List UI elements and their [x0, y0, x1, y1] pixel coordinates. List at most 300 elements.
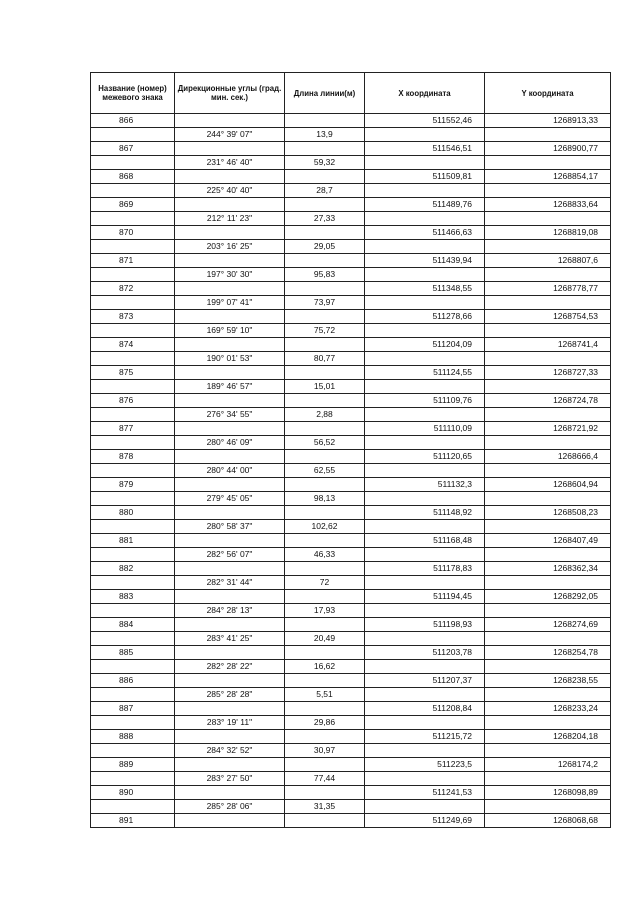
angle-cell-empty — [175, 786, 285, 800]
y-coordinate: 1268854,17 — [485, 170, 611, 184]
table-row-segment — [91, 268, 611, 282]
directional-angle: 225° 40' 40" — [175, 184, 285, 198]
directional-angle: 199° 07' 41" — [175, 296, 285, 310]
x-cell-empty — [365, 688, 485, 702]
x-cell-empty — [365, 660, 485, 674]
y-cell-empty — [485, 380, 611, 394]
length-cell-empty — [285, 814, 365, 828]
table-row-point — [91, 786, 611, 800]
name-cell-empty — [91, 744, 175, 758]
length-cell-empty — [285, 282, 365, 296]
x-coordinate: 511552,46 — [365, 114, 485, 128]
point-name: 883 — [91, 590, 175, 604]
x-cell-empty — [365, 128, 485, 142]
length-cell-empty — [285, 142, 365, 156]
directional-angle: 280° 58' 37" — [175, 520, 285, 534]
line-length: 80,77 — [285, 352, 365, 366]
table-row-point — [91, 310, 611, 324]
angle-cell-empty — [175, 478, 285, 492]
point-name: 868 — [91, 170, 175, 184]
point-name: 873 — [91, 310, 175, 324]
table-row-point — [91, 674, 611, 688]
name-cell-empty — [91, 156, 175, 170]
table-row-segment — [91, 744, 611, 758]
x-cell-empty — [365, 716, 485, 730]
x-cell-empty — [365, 772, 485, 786]
angle-cell-empty — [175, 674, 285, 688]
table-row-point — [91, 534, 611, 548]
x-cell-empty — [365, 464, 485, 478]
x-coordinate: 511278,66 — [365, 310, 485, 324]
y-cell-empty — [485, 268, 611, 282]
directional-angle: 282° 31' 44" — [175, 576, 285, 590]
length-cell-empty — [285, 590, 365, 604]
angle-cell-empty — [175, 170, 285, 184]
y-coordinate: 1268174,2 — [485, 758, 611, 772]
x-cell-empty — [365, 492, 485, 506]
y-coordinate: 1268900,77 — [485, 142, 611, 156]
table-row-point — [91, 394, 611, 408]
y-coordinate: 1268727,33 — [485, 366, 611, 380]
length-cell-empty — [285, 254, 365, 268]
angle-cell-empty — [175, 338, 285, 352]
directional-angle: 279° 45' 05" — [175, 492, 285, 506]
angle-cell-empty — [175, 422, 285, 436]
x-cell-empty — [365, 408, 485, 422]
line-length: 98,13 — [285, 492, 365, 506]
table-row-point — [91, 646, 611, 660]
x-coordinate: 511168,48 — [365, 534, 485, 548]
table-row-segment — [91, 772, 611, 786]
table-row-point — [91, 702, 611, 716]
table-row-point — [91, 730, 611, 744]
table-row-segment — [91, 240, 611, 254]
table-row-segment — [91, 688, 611, 702]
length-cell-empty — [285, 226, 365, 240]
line-length: 95,83 — [285, 268, 365, 282]
angle-cell-empty — [175, 198, 285, 212]
directional-angle: 285° 28' 28" — [175, 688, 285, 702]
table-row-point — [91, 282, 611, 296]
line-length: 31,35 — [285, 800, 365, 814]
y-cell-empty — [485, 436, 611, 450]
y-coordinate: 1268807,6 — [485, 254, 611, 268]
directional-angle: 203° 16' 25" — [175, 240, 285, 254]
name-cell-empty — [91, 240, 175, 254]
name-cell-empty — [91, 632, 175, 646]
y-coordinate: 1268274,69 — [485, 618, 611, 632]
x-cell-empty — [365, 380, 485, 394]
x-cell-empty — [365, 212, 485, 226]
x-cell-empty — [365, 604, 485, 618]
point-name: 877 — [91, 422, 175, 436]
point-name: 890 — [91, 786, 175, 800]
angle-cell-empty — [175, 142, 285, 156]
length-cell-empty — [285, 338, 365, 352]
x-cell-empty — [365, 520, 485, 534]
directional-angle: 280° 46' 09" — [175, 436, 285, 450]
point-name: 866 — [91, 114, 175, 128]
y-cell-empty — [485, 744, 611, 758]
x-coordinate: 511546,51 — [365, 142, 485, 156]
angle-cell-empty — [175, 226, 285, 240]
header-angle: Дирекционные углы (град. мин. сек.) — [175, 73, 285, 114]
x-coordinate: 511203,78 — [365, 646, 485, 660]
line-length: 27,33 — [285, 212, 365, 226]
length-cell-empty — [285, 534, 365, 548]
x-cell-empty — [365, 744, 485, 758]
line-length: 73,97 — [285, 296, 365, 310]
table-row-segment — [91, 296, 611, 310]
point-name: 889 — [91, 758, 175, 772]
x-coordinate: 511207,37 — [365, 674, 485, 688]
name-cell-empty — [91, 436, 175, 450]
x-coordinate: 511241,53 — [365, 786, 485, 800]
name-cell-empty — [91, 408, 175, 422]
table-row-point — [91, 254, 611, 268]
y-coordinate: 1268833,64 — [485, 198, 611, 212]
line-length: 16,62 — [285, 660, 365, 674]
x-cell-empty — [365, 240, 485, 254]
line-length: 102,62 — [285, 520, 365, 534]
document-page — [90, 72, 610, 828]
angle-cell-empty — [175, 394, 285, 408]
length-cell-empty — [285, 366, 365, 380]
length-cell-empty — [285, 758, 365, 772]
y-cell-empty — [485, 800, 611, 814]
line-length: 20,49 — [285, 632, 365, 646]
y-cell-empty — [485, 548, 611, 562]
length-cell-empty — [285, 646, 365, 660]
point-name: 891 — [91, 814, 175, 828]
length-cell-empty — [285, 786, 365, 800]
y-coordinate: 1268233,24 — [485, 702, 611, 716]
directional-angle: 283° 19' 11" — [175, 716, 285, 730]
y-coordinate: 1268666,4 — [485, 450, 611, 464]
table-row-segment — [91, 408, 611, 422]
point-name: 881 — [91, 534, 175, 548]
y-cell-empty — [485, 660, 611, 674]
y-coordinate: 1268741,4 — [485, 338, 611, 352]
table-row-point — [91, 338, 611, 352]
y-coordinate: 1268292,05 — [485, 590, 611, 604]
table-row-point — [91, 590, 611, 604]
y-coordinate: 1268778,77 — [485, 282, 611, 296]
table-row-segment — [91, 352, 611, 366]
table-row-segment — [91, 436, 611, 450]
y-coordinate: 1268068,68 — [485, 814, 611, 828]
length-cell-empty — [285, 674, 365, 688]
y-coordinate: 1268204,18 — [485, 730, 611, 744]
y-coordinate: 1268604,94 — [485, 478, 611, 492]
table-row-point — [91, 618, 611, 632]
y-cell-empty — [485, 772, 611, 786]
x-coordinate: 511148,92 — [365, 506, 485, 520]
x-coordinate: 511223,5 — [365, 758, 485, 772]
y-cell-empty — [485, 212, 611, 226]
x-cell-empty — [365, 548, 485, 562]
angle-cell-empty — [175, 310, 285, 324]
x-coordinate: 511509,81 — [365, 170, 485, 184]
length-cell-empty — [285, 394, 365, 408]
x-cell-empty — [365, 576, 485, 590]
table-row-point — [91, 506, 611, 520]
y-coordinate: 1268724,78 — [485, 394, 611, 408]
directional-angle: 280° 44' 00" — [175, 464, 285, 478]
x-coordinate: 511215,72 — [365, 730, 485, 744]
angle-cell-empty — [175, 534, 285, 548]
table-row-point — [91, 758, 611, 772]
y-coordinate: 1268508,23 — [485, 506, 611, 520]
y-cell-empty — [485, 296, 611, 310]
length-cell-empty — [285, 478, 365, 492]
directional-angle: 283° 41' 25" — [175, 632, 285, 646]
y-cell-empty — [485, 240, 611, 254]
y-cell-empty — [485, 408, 611, 422]
angle-cell-empty — [175, 254, 285, 268]
name-cell-empty — [91, 464, 175, 478]
point-name: 886 — [91, 674, 175, 688]
directional-angle: 189° 46' 57" — [175, 380, 285, 394]
y-coordinate: 1268254,78 — [485, 646, 611, 660]
line-length: 72 — [285, 576, 365, 590]
length-cell-empty — [285, 114, 365, 128]
line-length: 77,44 — [285, 772, 365, 786]
x-coordinate: 511198,93 — [365, 618, 485, 632]
name-cell-empty — [91, 688, 175, 702]
table-row-point — [91, 422, 611, 436]
line-length: 28,7 — [285, 184, 365, 198]
x-cell-empty — [365, 156, 485, 170]
y-coordinate: 1268407,49 — [485, 534, 611, 548]
x-coordinate: 511439,94 — [365, 254, 485, 268]
angle-cell-empty — [175, 730, 285, 744]
x-coordinate: 511178,83 — [365, 562, 485, 576]
table-row-segment — [91, 716, 611, 730]
directional-angle: 282° 56' 07" — [175, 548, 285, 562]
y-cell-empty — [485, 688, 611, 702]
table-row-segment — [91, 660, 611, 674]
point-name: 888 — [91, 730, 175, 744]
name-cell-empty — [91, 800, 175, 814]
x-coordinate: 511489,76 — [365, 198, 485, 212]
point-name: 878 — [91, 450, 175, 464]
y-cell-empty — [485, 324, 611, 338]
point-name: 872 — [91, 282, 175, 296]
x-coordinate: 511204,09 — [365, 338, 485, 352]
table-row-segment — [91, 464, 611, 478]
x-cell-empty — [365, 184, 485, 198]
y-coordinate: 1268913,33 — [485, 114, 611, 128]
table-row-point — [91, 562, 611, 576]
length-cell-empty — [285, 198, 365, 212]
table-row-segment — [91, 184, 611, 198]
point-name: 885 — [91, 646, 175, 660]
length-cell-empty — [285, 450, 365, 464]
length-cell-empty — [285, 730, 365, 744]
table-row-point — [91, 814, 611, 828]
line-length: 56,52 — [285, 436, 365, 450]
angle-cell-empty — [175, 366, 285, 380]
line-length: 15,01 — [285, 380, 365, 394]
x-cell-empty — [365, 296, 485, 310]
length-cell-empty — [285, 170, 365, 184]
x-coordinate: 511208,84 — [365, 702, 485, 716]
line-length: 2,88 — [285, 408, 365, 422]
x-coordinate: 511348,55 — [365, 282, 485, 296]
x-coordinate: 511194,45 — [365, 590, 485, 604]
x-coordinate: 511109,76 — [365, 394, 485, 408]
table-row-segment — [91, 800, 611, 814]
table-row-segment — [91, 604, 611, 618]
directional-angle: 197° 30' 30" — [175, 268, 285, 282]
boundary-coordinates-table — [90, 72, 611, 828]
length-cell-empty — [285, 506, 365, 520]
angle-cell-empty — [175, 562, 285, 576]
y-coordinate: 1268819,08 — [485, 226, 611, 240]
y-cell-empty — [485, 632, 611, 646]
directional-angle: 169° 59' 10" — [175, 324, 285, 338]
y-cell-empty — [485, 492, 611, 506]
x-cell-empty — [365, 268, 485, 282]
length-cell-empty — [285, 702, 365, 716]
name-cell-empty — [91, 548, 175, 562]
angle-cell-empty — [175, 450, 285, 464]
table-row-segment — [91, 548, 611, 562]
x-cell-empty — [365, 352, 485, 366]
x-coordinate: 511132,3 — [365, 478, 485, 492]
point-name: 887 — [91, 702, 175, 716]
table-row-point — [91, 198, 611, 212]
x-cell-empty — [365, 632, 485, 646]
directional-angle: 244° 39' 07" — [175, 128, 285, 142]
angle-cell-empty — [175, 282, 285, 296]
name-cell-empty — [91, 380, 175, 394]
header-length: Длина линии(м) — [285, 73, 365, 114]
line-length: 30,97 — [285, 744, 365, 758]
name-cell-empty — [91, 212, 175, 226]
name-cell-empty — [91, 604, 175, 618]
name-cell-empty — [91, 296, 175, 310]
angle-cell-empty — [175, 618, 285, 632]
directional-angle: 231° 46' 40" — [175, 156, 285, 170]
length-cell-empty — [285, 422, 365, 436]
name-cell-empty — [91, 492, 175, 506]
line-length: 13,9 — [285, 128, 365, 142]
table-row-segment — [91, 576, 611, 590]
y-coordinate: 1268362,34 — [485, 562, 611, 576]
y-coordinate: 1268721,92 — [485, 422, 611, 436]
angle-cell-empty — [175, 590, 285, 604]
y-cell-empty — [485, 352, 611, 366]
point-name: 880 — [91, 506, 175, 520]
x-cell-empty — [365, 800, 485, 814]
point-name: 867 — [91, 142, 175, 156]
y-coordinate: 1268238,55 — [485, 674, 611, 688]
name-cell-empty — [91, 324, 175, 338]
x-coordinate: 511466,63 — [365, 226, 485, 240]
table-row-point — [91, 170, 611, 184]
point-name: 869 — [91, 198, 175, 212]
line-length: 17,93 — [285, 604, 365, 618]
y-cell-empty — [485, 464, 611, 478]
directional-angle: 284° 28' 13" — [175, 604, 285, 618]
header-x: X координата — [365, 73, 485, 114]
line-length: 46,33 — [285, 548, 365, 562]
angle-cell-empty — [175, 114, 285, 128]
point-name: 882 — [91, 562, 175, 576]
name-cell-empty — [91, 772, 175, 786]
y-cell-empty — [485, 156, 611, 170]
x-cell-empty — [365, 324, 485, 338]
table-row-point — [91, 226, 611, 240]
point-name: 871 — [91, 254, 175, 268]
table-row-segment — [91, 156, 611, 170]
length-cell-empty — [285, 562, 365, 576]
y-coordinate: 1268754,53 — [485, 310, 611, 324]
y-cell-empty — [485, 184, 611, 198]
table-row-segment — [91, 212, 611, 226]
y-cell-empty — [485, 604, 611, 618]
table-row-point — [91, 366, 611, 380]
header-y: Y координата — [485, 73, 611, 114]
x-coordinate: 511120,65 — [365, 450, 485, 464]
name-cell-empty — [91, 716, 175, 730]
name-cell-empty — [91, 660, 175, 674]
table-row-point — [91, 142, 611, 156]
x-coordinate: 511110,09 — [365, 422, 485, 436]
table-row-segment — [91, 492, 611, 506]
x-coordinate: 511249,69 — [365, 814, 485, 828]
header-name: Название (номер) межевого знака — [91, 73, 175, 114]
angle-cell-empty — [175, 758, 285, 772]
point-name: 884 — [91, 618, 175, 632]
point-name: 879 — [91, 478, 175, 492]
x-cell-empty — [365, 436, 485, 450]
table-row-point — [91, 114, 611, 128]
directional-angle: 285° 28' 06" — [175, 800, 285, 814]
table-row-segment — [91, 380, 611, 394]
length-cell-empty — [285, 310, 365, 324]
y-cell-empty — [485, 576, 611, 590]
line-length: 62,55 — [285, 464, 365, 478]
angle-cell-empty — [175, 814, 285, 828]
length-cell-empty — [285, 618, 365, 632]
directional-angle: 283° 27' 50" — [175, 772, 285, 786]
table-row-segment — [91, 324, 611, 338]
table-row-point — [91, 450, 611, 464]
name-cell-empty — [91, 184, 175, 198]
line-length: 29,05 — [285, 240, 365, 254]
directional-angle: 284° 32' 52" — [175, 744, 285, 758]
point-name: 874 — [91, 338, 175, 352]
table-row-segment — [91, 632, 611, 646]
directional-angle: 212° 11' 23" — [175, 212, 285, 226]
table-header-row — [91, 73, 611, 114]
point-name: 870 — [91, 226, 175, 240]
directional-angle: 190° 01' 53" — [175, 352, 285, 366]
point-name: 876 — [91, 394, 175, 408]
table-row-point — [91, 478, 611, 492]
line-length: 29,86 — [285, 716, 365, 730]
name-cell-empty — [91, 128, 175, 142]
name-cell-empty — [91, 268, 175, 282]
angle-cell-empty — [175, 506, 285, 520]
angle-cell-empty — [175, 646, 285, 660]
line-length: 75,72 — [285, 324, 365, 338]
x-coordinate: 511124,55 — [365, 366, 485, 380]
y-coordinate: 1268098,89 — [485, 786, 611, 800]
